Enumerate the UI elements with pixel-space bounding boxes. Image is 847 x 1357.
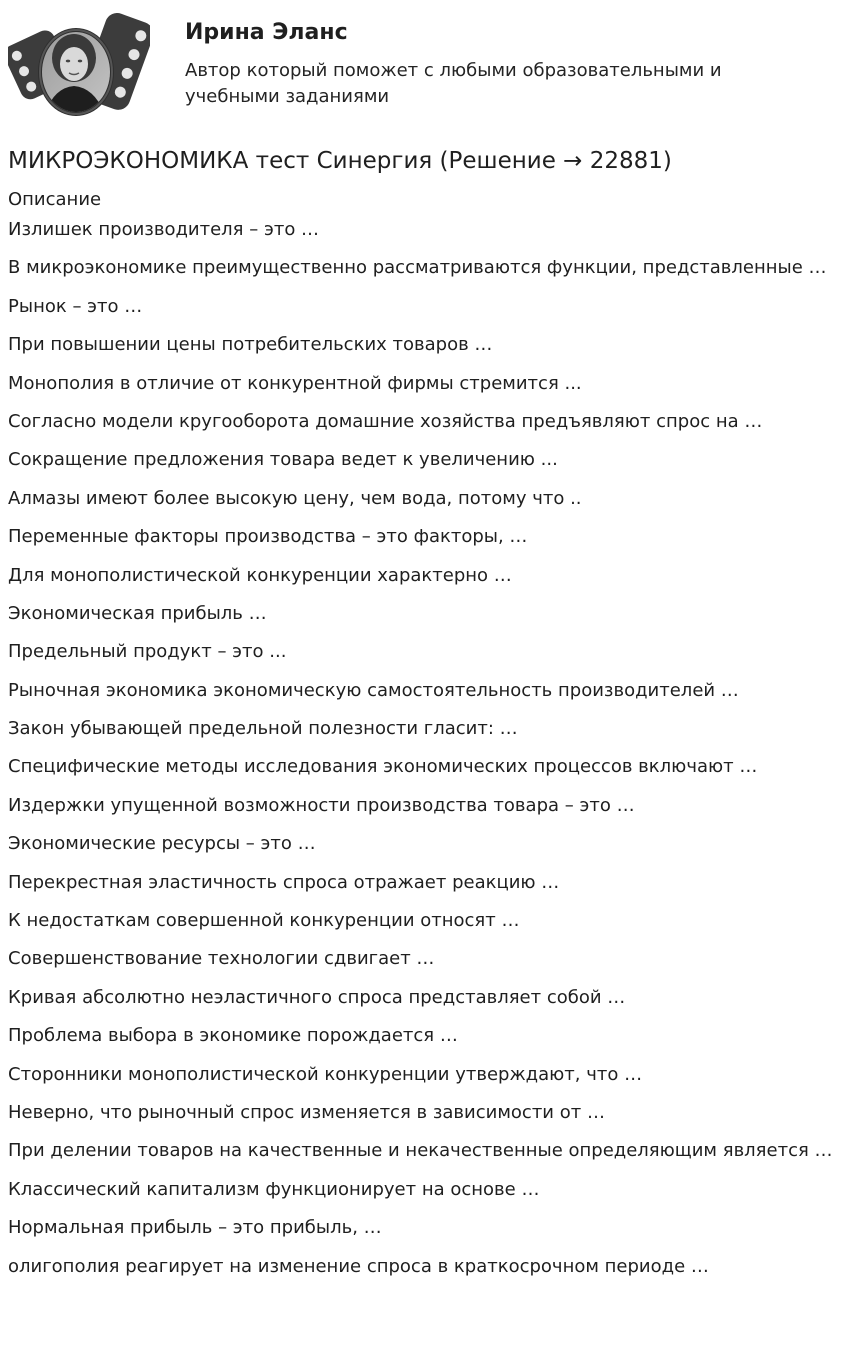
question-item: Издержки упущенной возможности производства товара – это …	[8, 794, 635, 816]
question-item: Излишек производителя – это …	[8, 219, 320, 240]
author-name[interactable]: Ирина Эланс	[185, 20, 348, 45]
question-item: Рынок – это …	[8, 295, 143, 317]
question-item: Закон убывающей предельной полезности гласит: …	[8, 718, 518, 740]
question-item: Монополия в отличие от конкурентной фирмы стремится ...	[8, 372, 582, 394]
question-item: Кривая абсолютно неэластичного спроса представляет собой …	[8, 986, 626, 1008]
question-item: Сокращение предложения товара ведет к увеличению ...	[8, 449, 558, 471]
page-title: МИКРОЭКОНОМИКА тест Синергия (Решение → 22881)	[8, 148, 672, 174]
question-item: Специфические методы исследования экономических процессов включают …	[8, 756, 758, 778]
question-list	[8, 216, 838, 1291]
question-item: Экономические ресурсы – это …	[8, 833, 316, 855]
author-description: Автор который поможет с любыми образовательными и учебными заданиями	[185, 60, 722, 107]
question-item: Переменные факторы производства – это факторы, …	[8, 526, 528, 548]
question-item: К недостаткам совершенной конкуренции относят …	[8, 910, 520, 932]
question-item: Экономическая прибыль …	[8, 602, 267, 624]
author-avatar[interactable]	[8, 8, 150, 126]
question-item: Рыночная экономика экономическую самостоятельность производителей …	[8, 679, 739, 701]
question-item: Алмазы имеют более высокую цену, чем вода, потому что ..	[8, 487, 582, 509]
question-item: В микроэкономике преимущественно рассматриваются функции, представленные …	[8, 257, 827, 279]
question-item: Для монополистической конкуренции характерно …	[8, 564, 512, 586]
question-item: Проблема выбора в экономике порождается …	[8, 1025, 458, 1047]
question-item: Предельный продукт – это ...	[8, 641, 287, 663]
author-block	[8, 8, 838, 126]
question-item: Согласно модели кругооборота домашние хозяйства предъявляют спрос на …	[8, 410, 763, 432]
question-item: Нормальная прибыль – это прибыль, …	[8, 1217, 382, 1239]
question-item: Сторонники монополистической конкуренции утверждают, что …	[8, 1063, 643, 1085]
question-item: Неверно, что рыночный спрос изменяется в зависимости от …	[8, 1101, 605, 1123]
question-item: Совершенствование технологии сдвигает …	[8, 948, 435, 970]
question-item: олигополия реагирует на изменение спроса в краткосрочном периоде …	[8, 1255, 709, 1277]
question-item: При повышении цены потребительских товаров …	[8, 334, 493, 356]
description-heading: Описание	[8, 189, 102, 210]
question-item: Перекрестная эластичность спроса отражает реакцию …	[8, 871, 560, 893]
question-item: При делении товаров на качественные и некачественные определяющим является …	[8, 1140, 833, 1162]
question-item: Классический капитализм функционирует на основе …	[8, 1178, 540, 1200]
